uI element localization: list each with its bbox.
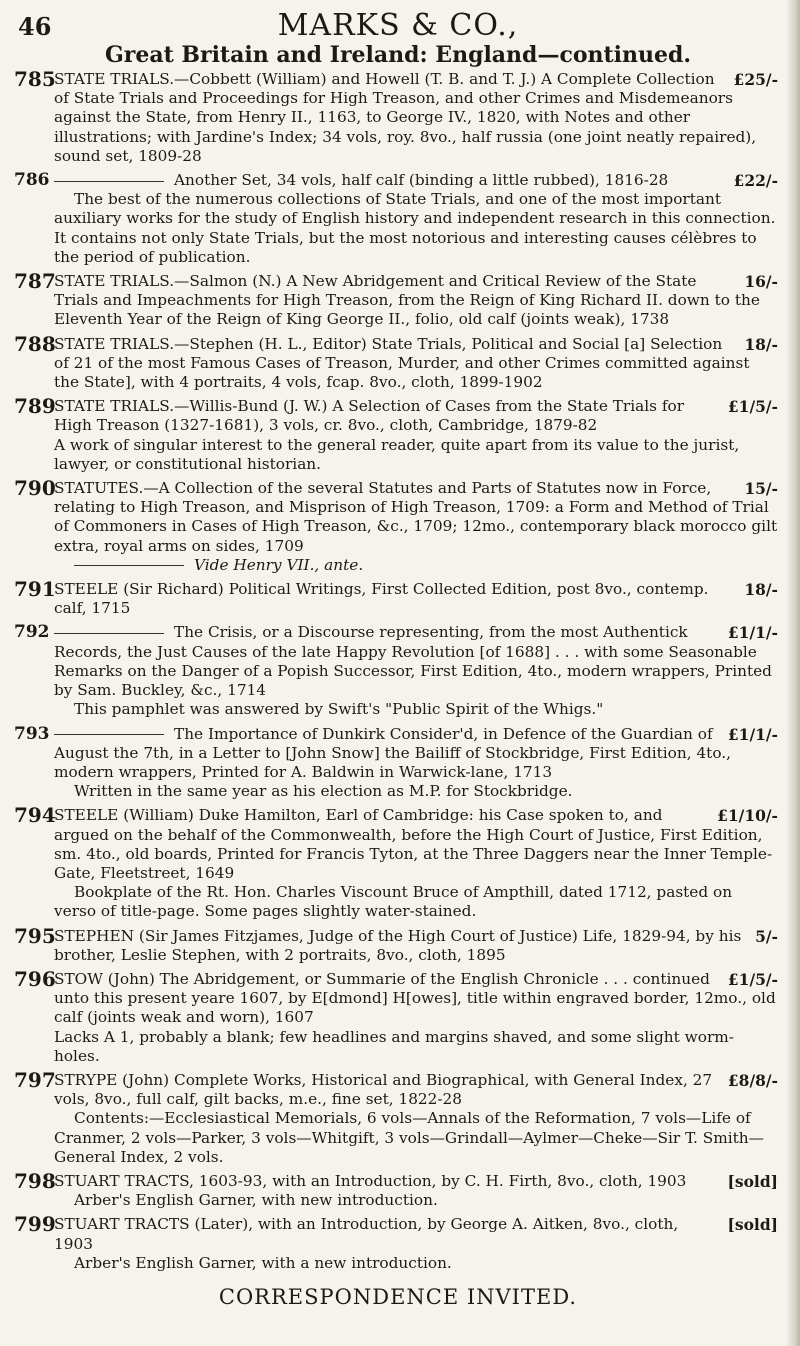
ditto-rule — [54, 734, 164, 735]
entry-number: 792 — [14, 622, 50, 643]
entry-text: STEPHEN (Sir James Fitzjames, Judge of the High Court of Justice) Life, 1829-94, by his brother, Leslie Stephen, with 2 portraits, 8vo., cloth, 1895 — [54, 926, 742, 964]
page-number: 46 — [18, 12, 52, 41]
entry-text: Another Set, 34 vols, half calf (binding a little rubbed), 1816-28 — [174, 171, 669, 190]
entry-791 — [14, 577, 778, 618]
entry-note: This pamphlet was answered by Swift's "Public Spirit of the Whigs." — [74, 700, 604, 719]
entry-number: 789 — [14, 394, 56, 419]
entry-price: [sold] — [727, 1215, 778, 1235]
entry-number: 793 — [14, 723, 50, 744]
entry-price: [sold] — [727, 1171, 778, 1191]
entry-787 — [14, 269, 778, 330]
entry-price: £1/1/- — [727, 724, 778, 744]
ditto-rule — [54, 181, 164, 182]
entry-text: STUART TRACTS (Later), with an Introduction, by George A. Aitken, 8vo., cloth, 1903 — [54, 1215, 679, 1253]
entry-792 — [14, 622, 778, 719]
entry-number: 787 — [14, 269, 56, 294]
entry-price: £8/8/- — [727, 1070, 778, 1090]
running-title: MARKS & CO., — [277, 8, 519, 43]
entry-note: Arber's English Garner, with new introduction. — [74, 1191, 438, 1210]
entry-number: 785 — [14, 67, 56, 91]
entry-785 — [14, 67, 778, 166]
ditto-rule — [74, 565, 184, 566]
entry-price: 18/- — [744, 334, 778, 354]
entry-note: Written in the same year as his election as M.P. for Stockbridge. — [74, 782, 573, 801]
entry-794 — [14, 803, 778, 921]
entry-price: 5/- — [755, 926, 778, 946]
entry-text: STOW (John) The Abridgement, or Summarie of the English Chronicle . . . continued unto this present yeare 1607, by E[dmond] H[owes], title within engraved border, 12mo., old calf (joints weak and worn), 1607 — [54, 969, 776, 1027]
entry-note: The best of the numerous collections of State Trials, and one of the most important auxiliary works for the study of English history and independent research in this connection. It contains not only State Trials, but the most notorious and interesting causes célèbres to the period of publication. — [54, 190, 776, 266]
entry-number: 796 — [14, 966, 56, 991]
entry-note: Lacks A 1, probably a blank; few headlines and margins shaved, and some slight worm-holes. — [54, 1027, 734, 1065]
entry-note: A work of singular interest to the general reader, quite apart from its value to the jurist, lawyer, or constitutional historian. — [54, 435, 740, 473]
entry-note: Contents:—Ecclesiastical Memorials, 6 vols—Annals of the Reformation, 7 vols—Life of Cranmer, 2 vols—Parker, 3 vols—Whitgift, 3 vols—Grindall—Aylmer—Cheke—Sir T. Smith—General Index, 2 vols. — [54, 1109, 764, 1166]
entry-text: STEELE (William) Duke Hamilton, Earl of Cambridge: his Case spoken to, and argued on the behalf of the Commonwealth, before the High Court of Justice, First Edition, sm. 4to., old boards, Printed for Francis Tyton, at the Three Daggers near the Inner Temple-Gate, Fleetstreet, 1649 — [54, 806, 773, 882]
page-edge-shadow — [786, 0, 800, 1346]
entry-price: 18/- — [744, 580, 778, 600]
entry-text: STATUTES.—A Collection of the several Statutes and Parts of Statutes now in Force, relating to High Treason, and Misprison of High Treason, 1709: a Form and Method of Trial of Commoners in Cases of High Treason, &c., 1709; 12mo., contemporary black morocco gilt extra, royal arms on sides, 1709 — [54, 479, 778, 555]
entry-number: 794 — [14, 803, 56, 828]
entry-number: 799 — [14, 1212, 56, 1237]
entry-price: £1/5/- — [727, 969, 778, 989]
entry-number: 788 — [14, 331, 56, 356]
entry-text: The Importance of Dunkirk Consider'd, in Defence of the Guardian of August the 7th, in a Letter to [John Snow] the Bailiff of Stockbridge, First Edition, 4to., modern wrappers, Printed for A. Baldwin in Warwick-lane, 1713 — [54, 724, 731, 781]
entry-text: The Crisis, or a Discourse representing, from the most Authentick Records, the Just Causes of the late Happy Revolution [of 1688] . . . with some Seasonable Remarks on the Danger of a Popish Successor, First Edition, 4to., modern wrappers, Printed by Sam. Buckley, &c., 1714 — [54, 623, 772, 700]
entry-text: STEELE (Sir Richard) Political Writings, First Collected Edition, post 8vo., contemp. calf, 1715 — [54, 580, 709, 618]
entry-text: STUART TRACTS, 1603-93, with an Introduction, by C. H. Firth, 8vo., cloth, 1903 — [54, 1171, 687, 1190]
entry-786 — [14, 170, 778, 267]
entry-number: 798 — [14, 1168, 56, 1193]
vide-text: Vide Henry VII., ante. — [194, 555, 364, 574]
entry-price: £22/- — [733, 171, 778, 191]
entry-text: STATE TRIALS.—Salmon (N.) A New Abridgement and Critical Review of the State Trials and Impeachments for High Treason, from the Reign of King Richard II. down to the Eleventh Year of the Reign of King George II., folio, old calf (joints weak), 1738 — [54, 272, 760, 329]
running-head — [18, 8, 778, 43]
entry-793 — [14, 723, 778, 802]
entry-price: £1/10/- — [717, 806, 778, 826]
entry-text: STATE TRIALS.—Willis-Bund (J. W.) A Selection of Cases from the State Trials for High Treason (1327-1681), 3 vols, cr. 8vo., cloth, Cambridge, 1879-82 — [54, 397, 685, 435]
entry-price: 16/- — [744, 272, 778, 292]
entry-price: £1/1/- — [727, 623, 778, 643]
entry-price: 15/- — [744, 479, 778, 499]
entry-790 — [14, 476, 778, 575]
cross-reference — [54, 556, 778, 575]
entry-price: £25/- — [733, 70, 778, 89]
entry-note: Bookplate of the Rt. Hon. Charles Viscount Bruce of Ampthill, dated 1712, pasted on verso of title-page. Some pages slightly water-stained. — [54, 883, 733, 921]
entry-number: 791 — [14, 577, 56, 602]
entry-number: 786 — [14, 170, 50, 191]
entry-797 — [14, 1067, 778, 1167]
entry-789 — [14, 394, 778, 474]
entry-number: 795 — [14, 923, 56, 948]
entry-799 — [14, 1212, 778, 1273]
footer-notice: CORRESPONDENCE INVITED. — [218, 1284, 578, 1309]
entry-note: Arber's English Garner, with a new introduction. — [74, 1253, 452, 1272]
entry-795 — [14, 923, 778, 965]
entry-text: STRYPE (John) Complete Works, Historical and Biographical, with General Index, 27 vols, 8vo., full calf, gilt backs, m.e., fine set, 1822-28 — [54, 1070, 713, 1109]
entry-number: 797 — [14, 1067, 56, 1092]
ditto-rule — [54, 633, 164, 634]
entry-798 — [14, 1168, 778, 1210]
section-heading: Great Britain and Ireland: England—continued. — [104, 42, 692, 68]
entry-text: STATE TRIALS.—Stephen (H. L., Editor) State Trials, Political and Social [a] Selection of 21 of the most Famous Cases of Treason, Murder, and other Crimes committed against the State], with 4 portraits, 4 vols, fcap. 8vo., cloth, 1899-1902 — [54, 334, 750, 392]
entry-number: 790 — [14, 476, 56, 501]
entry-text: STATE TRIALS.—Cobbett (William) and Howell (T. B. and T. J.) A Complete Collection of State Trials and Proceedings for High Treason, and other Crimes and Misdemeanors against the State, from Henry II., 1163, to George IV., 1820, with Notes and other illustrations; with Jardine's Index; 34 vols, roy. 8vo., half russia (one joint neatly repaired), sound set, 1809-28 — [54, 70, 757, 165]
entry-price: £1/5/- — [727, 397, 778, 417]
entry-796 — [14, 966, 778, 1066]
entry-788 — [14, 331, 778, 393]
